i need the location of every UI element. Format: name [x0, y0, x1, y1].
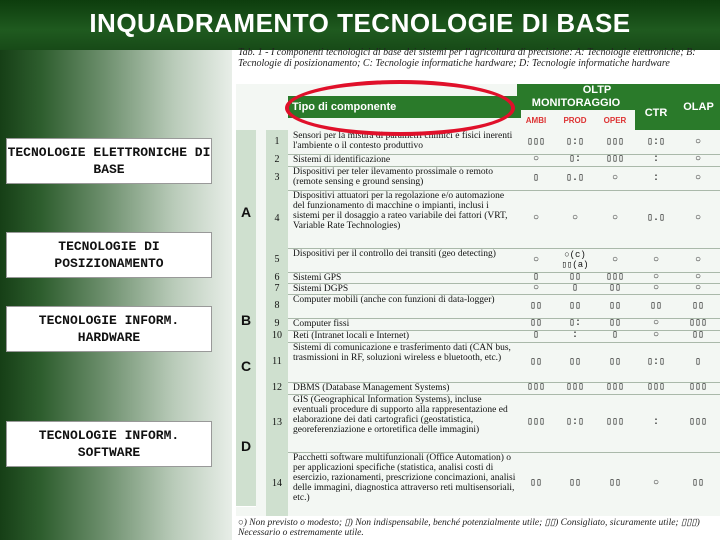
row-description: Sistemi di comunicazione e trasferimento dati (CAN bus, trasmissioni in RF, soluzioni wireless e bluetooth, etc.)	[293, 343, 511, 363]
cell-oper: ▯▯	[608, 478, 622, 489]
cell-olap: ▯▯	[691, 301, 705, 312]
cell-olap: ▯▯▯	[688, 382, 708, 393]
cell-ctr: ○	[652, 272, 659, 283]
group-d: D	[236, 386, 256, 507]
cell-ambi: ▯▯▯	[526, 137, 546, 148]
cell-prod: ▯:▯	[565, 137, 585, 148]
left-panel	[0, 50, 232, 540]
cell-prod: ▯▯	[568, 357, 582, 368]
header-ctr: CTR	[635, 96, 677, 130]
cell-ctr: ▯.▯	[646, 213, 666, 224]
row-description: GIS (Geographical Information Systems), incluse eventuali procedure di supporto alla rappresentazione ed elaborazione dei dati cartografici (geostatistica, georeferenziazione e ortoretifica delle immagini)	[293, 395, 508, 435]
row-number: 1	[266, 130, 288, 155]
cell-prod: ○	[571, 213, 578, 224]
cell-oper: ○	[611, 173, 618, 184]
table-caption: Tab. 1 - I componenti tecnologici di base dei sistemi per l'agricoltura di precisione: A: Tecnologie elettroniche; B: Tecnologie di posizionamento; C: Tecnologie informatiche hardware; D: Tecnologie informatiche hardware	[238, 47, 696, 69]
row-number: 9	[266, 318, 288, 331]
row-number: 3	[266, 166, 288, 191]
row-description: Computer mobili (anche con funzioni di data-logger)	[293, 295, 495, 305]
cell-prod: ▯:	[568, 318, 582, 329]
cell-olap: ○	[694, 154, 701, 165]
cell-ambi: ○	[532, 255, 539, 266]
cell-oper: ▯▯	[608, 301, 622, 312]
cell-ambi: ○	[532, 283, 539, 294]
cell-ambi: ▯▯	[529, 318, 543, 329]
row-number: 7	[266, 283, 288, 295]
row-description: Dispositivi per il controllo dei transiti (geo detecting)	[293, 249, 496, 259]
header-olap: OLAP	[677, 84, 720, 130]
cell-prod: :	[571, 330, 578, 341]
cell-prod: ▯▯	[568, 301, 582, 312]
cell-ambi: ▯▯	[529, 478, 543, 489]
cell-olap: ○	[694, 272, 701, 283]
cell-prod: ○(c) ▯▯(a)	[561, 250, 589, 270]
subheader-prod: PROD	[563, 116, 587, 125]
cell-ctr: :	[652, 173, 659, 184]
cell-prod: ▯:	[568, 154, 582, 165]
cell-ambi: ▯▯	[529, 301, 543, 312]
row-number: 4	[266, 190, 288, 249]
group-a: A	[236, 130, 256, 295]
row-number: 13	[266, 394, 288, 453]
row-number: 8	[266, 294, 288, 319]
cell-oper: ▯	[611, 330, 619, 341]
group-b: B	[236, 294, 256, 347]
category-inform-software: TECNOLOGIE INFORM. SOFTWARE	[6, 421, 212, 467]
header-oltp: OLTP	[517, 84, 677, 96]
cell-olap: ▯▯▯	[688, 318, 708, 329]
header-tipo-componente: Tipo di componente	[288, 96, 521, 118]
row-number: 10	[266, 330, 288, 343]
row-description: DBMS (Database Management Systems)	[293, 383, 450, 393]
category-posizionamento: TECNOLOGIE DI POSIZIONAMENTO	[6, 232, 212, 278]
cell-prod: ▯▯▯	[565, 382, 585, 393]
page-title: INQUADRAMENTO TECNOLOGIE DI BASE	[89, 8, 631, 38]
cell-olap: ▯▯▯	[688, 417, 708, 428]
row-description: Reti (Intranet locali e Internet)	[293, 331, 410, 341]
cell-ctr: :	[652, 154, 659, 165]
title-bar	[0, 0, 720, 50]
cell-ctr: ▯▯▯	[646, 382, 666, 393]
cell-prod: ▯	[571, 283, 579, 294]
row-description: Sensori per la misura di parametri chimici e fisici inerenti l'ambiente o il contesto produttivo	[293, 131, 513, 151]
cell-oper: ▯▯	[608, 318, 622, 329]
row-description: Dispositivi per teler ilevamento prossimale o remoto (remote sensing e ground sensing)	[293, 167, 493, 187]
cell-ambi: ▯▯▯	[526, 417, 546, 428]
cell-oper: ▯▯▯	[605, 417, 625, 428]
cell-oper: ▯▯▯	[605, 154, 625, 165]
category-inform-hardware: TECNOLOGIE INFORM. HARDWARE	[6, 306, 212, 352]
cell-oper: ○	[611, 213, 618, 224]
category-elettroniche: TECNOLOGIE ELETTRONICHE DI BASE	[6, 138, 212, 184]
row-number: 6	[266, 272, 288, 284]
cell-olap: ○	[694, 173, 701, 184]
cell-oper: ▯▯	[608, 283, 622, 294]
cell-oper: ○	[611, 255, 618, 266]
row-description: Sistemi di identificazione	[293, 155, 391, 165]
cell-ctr: ○	[652, 478, 659, 489]
cell-ctr: ▯:▯	[646, 137, 666, 148]
cell-oper: ▯▯	[608, 357, 622, 368]
subheader-ambi: AMBI	[525, 116, 547, 125]
cell-prod: ▯▯	[568, 478, 582, 489]
subheader-oper: OPER	[603, 116, 627, 125]
cell-ambi: ○	[532, 154, 539, 165]
cell-ambi: ▯▯▯	[526, 382, 546, 393]
row-description: Dispositivi attuatori per la regolazione e/o automazione del funzionamento di macchine o impianti, inclusi i sistemi per il dosaggio a rateo variabile dei fattori (VRT, Variable Rate Technologies)	[293, 191, 508, 231]
row-number: 12	[266, 382, 288, 395]
cell-olap: ▯▯	[691, 478, 705, 489]
cell-ctr: ○	[652, 318, 659, 329]
cell-prod: ▯▯	[568, 272, 582, 283]
row-number: 14	[266, 452, 288, 517]
cell-ctr: :	[652, 417, 659, 428]
cell-prod: ▯:▯	[565, 417, 585, 428]
cell-ctr: ▯▯	[649, 301, 663, 312]
cell-ambi: ○	[532, 213, 539, 224]
cell-olap: ▯	[694, 357, 702, 368]
row-description: Pacchetti software multifunzionali (Office Automation) o per applicazioni specifiche (statistica, analisi costi di esercizio, razionamenti, prescrizione concimazioni, analisi delle immagini, diagnostica attraverso reti multisensoriali, etc.)	[293, 453, 516, 503]
row-number: 2	[266, 154, 288, 167]
row-description: Computer fissi	[293, 319, 350, 329]
cell-oper: ▯▯▯	[605, 137, 625, 148]
cell-prod: ▯.▯	[565, 173, 585, 184]
group-c: C	[236, 346, 256, 387]
header-monitoraggio: MONITORAGGIO	[517, 96, 635, 110]
row-description: Sistemi DGPS	[293, 284, 349, 294]
row-number: 11	[266, 342, 288, 383]
row-number: 5	[266, 248, 288, 273]
cell-ctr: ▯:▯	[646, 357, 666, 368]
cell-olap: ○	[694, 283, 701, 294]
cell-olap: ○	[694, 213, 701, 224]
row-description: Sistemi GPS	[293, 273, 342, 283]
cell-ctr: ○	[652, 330, 659, 341]
cell-oper: ▯▯▯	[605, 382, 625, 393]
cell-oper: ▯▯▯	[605, 272, 625, 283]
cell-ambi: ▯	[532, 272, 540, 283]
cell-ctr: ○	[652, 255, 659, 266]
cell-olap: ○	[694, 255, 701, 266]
cell-ctr: ○	[652, 283, 659, 294]
highlight-oval	[285, 80, 515, 136]
table-legend: ○) Non previsto o modesto; ▯) Non indispensabile, benché potenzialmente utile; ▯▯) Consigliato, sicuramente utile; ▯▯▯) Necessario o estremamente utile.	[238, 518, 700, 538]
cell-ambi: ▯▯	[529, 357, 543, 368]
cell-ambi: ▯	[532, 330, 540, 341]
cell-ambi: ▯	[532, 173, 540, 184]
component-table	[236, 84, 720, 516]
cell-olap: ▯▯	[691, 330, 705, 341]
cell-olap: ○	[694, 137, 701, 148]
